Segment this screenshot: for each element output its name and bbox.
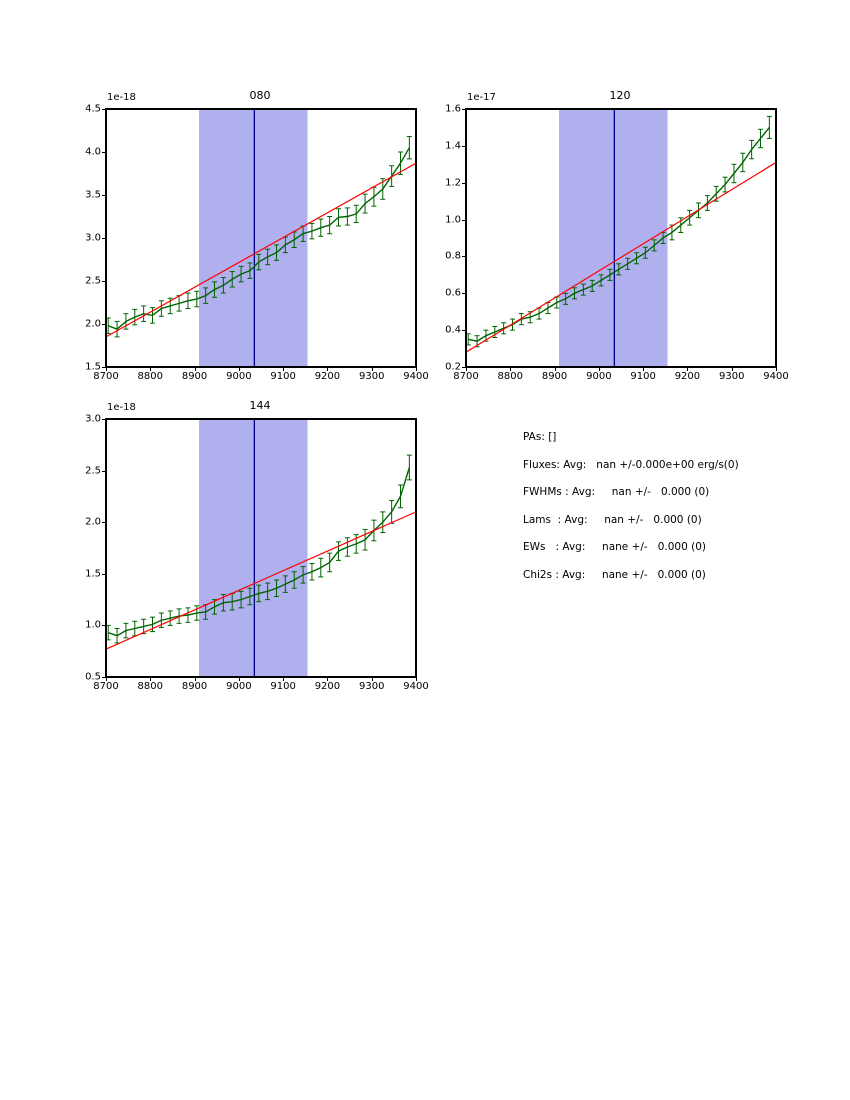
x-axis-tick-label: 8900 (181, 681, 208, 692)
y-axis-tick-mark (102, 281, 106, 282)
x-axis-tick-mark (416, 367, 417, 371)
y-axis-offset-label: 1e-18 (107, 402, 136, 413)
y-axis-tick-label: 2.5 (85, 465, 101, 477)
x-axis-tick-mark (687, 367, 688, 371)
y-axis-tick-label: 2.0 (85, 318, 101, 330)
plot-area (85, 103, 429, 382)
chart-panel-120 (445, 89, 789, 382)
y-axis-tick-label: 0.4 (445, 324, 461, 336)
x-axis-tick-label: 9400 (403, 371, 429, 382)
y-axis-tick-label: 2.0 (85, 516, 101, 528)
x-axis-tick-label: 8700 (93, 371, 119, 382)
y-axis-tick-label: 0.6 (445, 287, 461, 299)
shaded-wavelength-band (199, 419, 308, 677)
plot-canvas (106, 109, 416, 367)
y-axis-tick-mark (462, 183, 466, 184)
summary-line-fwhms: FWHMs : Avg: nan +/- 0.000 (0) (523, 486, 710, 498)
x-axis-tick-mark (599, 367, 600, 371)
x-axis-tick-label: 9300 (358, 681, 385, 692)
x-axis-tick-mark (327, 367, 328, 371)
y-axis-tick-mark (102, 522, 106, 523)
x-axis-tick-mark (239, 677, 240, 681)
x-axis-tick-label: 8700 (93, 681, 119, 692)
plot-area (85, 413, 429, 692)
plot-title: 080 (249, 89, 271, 102)
y-axis-tick-mark (102, 152, 106, 153)
summary-line-ews: EWs : Avg: nane +/- 0.000 (0) (523, 541, 706, 553)
y-axis-tick-mark (102, 625, 106, 626)
x-axis-tick-label: 8700 (453, 371, 479, 382)
x-axis-tick-mark (150, 367, 151, 371)
x-axis-tick-label: 9000 (226, 371, 252, 382)
x-axis-tick-label: 9200 (314, 681, 341, 692)
x-axis-tick-mark (106, 367, 107, 371)
plot-title: 144 (249, 399, 271, 412)
y-axis-tick-mark (102, 471, 106, 472)
x-axis-tick-mark (150, 677, 151, 681)
y-axis-tick-label: 3.0 (85, 413, 101, 425)
x-axis-tick-label: 8800 (137, 681, 164, 692)
x-axis-tick-label: 8800 (497, 371, 524, 382)
x-axis-tick-label: 9000 (586, 371, 612, 382)
y-axis-tick-label: 1.0 (85, 619, 101, 631)
plot-canvas (466, 109, 776, 367)
x-axis-tick-mark (106, 677, 107, 681)
y-axis-tick-label: 2.5 (85, 275, 101, 287)
x-axis-tick-mark (416, 677, 417, 681)
x-axis-tick-label: 9000 (226, 681, 252, 692)
x-axis-tick-label: 9100 (270, 371, 296, 382)
x-axis-tick-mark (283, 367, 284, 371)
y-axis-tick-label: 1.4 (445, 140, 461, 152)
y-axis-tick-label: 1.5 (85, 361, 101, 373)
y-axis-tick-mark (462, 220, 466, 221)
y-axis-tick-label: 1.0 (445, 214, 461, 226)
x-axis-tick-label: 9100 (630, 371, 656, 382)
y-axis-tick-mark (102, 419, 106, 420)
x-axis-tick-mark (372, 367, 373, 371)
summary-line-chi2s: Chi2s : Avg: nane +/- 0.000 (0) (523, 568, 706, 581)
y-axis-tick-mark (462, 146, 466, 147)
x-axis-tick-mark (776, 367, 777, 371)
y-axis-tick-label: 1.5 (85, 568, 101, 580)
x-axis-tick-mark (195, 367, 196, 371)
x-axis-tick-mark (195, 677, 196, 681)
x-axis-tick-label: 8900 (181, 371, 208, 382)
x-axis-tick-label: 9200 (314, 371, 341, 382)
y-axis-tick-label: 3.5 (85, 189, 101, 201)
y-axis-tick-label: 3.0 (85, 232, 101, 244)
y-axis-tick-mark (102, 574, 106, 575)
x-axis-tick-label: 8800 (137, 371, 164, 382)
y-axis-tick-label: 4.0 (85, 146, 101, 158)
x-axis-tick-mark (732, 367, 733, 371)
y-axis-tick-mark (462, 330, 466, 331)
x-axis-tick-mark (510, 367, 511, 371)
x-axis-tick-mark (643, 367, 644, 371)
x-axis-tick-label: 9300 (718, 371, 745, 382)
y-axis-tick-mark (462, 293, 466, 294)
y-axis-tick-label: 1.6 (445, 103, 461, 115)
y-axis-offset-label: 1e-17 (467, 92, 496, 103)
x-axis-tick-mark (283, 677, 284, 681)
x-axis-tick-mark (327, 677, 328, 681)
chart-panel-144 (85, 399, 429, 692)
plot-area (445, 103, 789, 382)
y-axis-tick-label: 0.2 (445, 361, 461, 373)
summary-line-pas: PAs: [] (523, 431, 557, 443)
x-axis-tick-mark (555, 367, 556, 371)
x-axis-tick-label: 9100 (270, 681, 296, 692)
y-axis-tick-mark (102, 238, 106, 239)
x-axis-tick-mark (239, 367, 240, 371)
y-axis-tick-label: 0.5 (85, 671, 101, 683)
y-axis-offset-label: 1e-18 (107, 92, 136, 103)
y-axis-tick-mark (102, 109, 106, 110)
summary-line-fluxes: Fluxes: Avg: nan +/-0.000e+00 erg/s(0) (523, 458, 739, 471)
x-axis-tick-mark (372, 677, 373, 681)
shaded-wavelength-band (199, 109, 308, 367)
plot-canvas (106, 419, 416, 677)
y-axis-tick-label: 4.5 (85, 103, 101, 115)
x-axis-tick-mark (466, 367, 467, 371)
y-axis-tick-mark (462, 256, 466, 257)
x-axis-tick-label: 8900 (541, 371, 568, 382)
y-axis-tick-label: 0.8 (445, 250, 461, 262)
x-axis-tick-label: 9300 (358, 371, 385, 382)
y-axis-tick-label: 1.2 (445, 177, 461, 189)
y-axis-tick-mark (462, 109, 466, 110)
plot-title: 120 (609, 89, 631, 102)
summary-line-lams: Lams : Avg: nan +/- 0.000 (0) (523, 513, 702, 526)
chart-panel-080 (85, 89, 429, 382)
x-axis-tick-label: 9400 (763, 371, 789, 382)
shaded-wavelength-band (559, 109, 668, 367)
x-axis-tick-label: 9400 (403, 681, 429, 692)
y-axis-tick-mark (102, 324, 106, 325)
x-axis-tick-label: 9200 (674, 371, 701, 382)
summary-text-block (523, 432, 823, 597)
y-axis-tick-mark (102, 195, 106, 196)
